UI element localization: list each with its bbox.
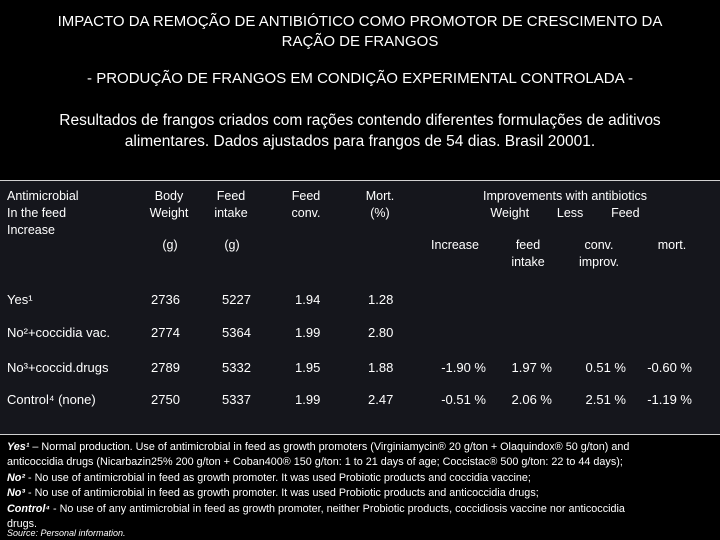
header-conv-improvement: conv. improv.: [578, 238, 620, 269]
row-4-body-weight: 2750: [151, 392, 180, 407]
row-4-label: Control⁴ (none): [7, 392, 96, 407]
row-3-feed-improvement: 1.97 %: [511, 360, 552, 375]
row-3-feed-conv: 1.95: [295, 360, 321, 375]
row-3-mortality-improvement: -0.60 %: [647, 360, 692, 375]
title-line-1: IMPACTO DA REMOÇÃO DE ANTIBIÓTICO COMO PROMOTOR DE CRESCIMENTO DA: [57, 13, 663, 30]
row-1-label: Yes¹: [7, 292, 33, 307]
header-body-weight: Body Weight: [149, 189, 189, 220]
row-4-mortality-improvement: -1.19 %: [647, 392, 692, 407]
row-4-feed-intake: 5337: [222, 392, 251, 407]
header-feed-conv: Feed conv.: [291, 189, 321, 220]
header-antimicrobial: Antimicrobial In the feed Increase: [7, 189, 79, 237]
row-4-weight-increase: -0.51 %: [441, 392, 486, 407]
footnote-4-cont: drugs.: [7, 518, 38, 531]
footnote-3: No³ - No use of antimicrobial in feed as growth promoter. It was used Probiotic products and anticoccidia drugs;: [7, 487, 539, 500]
row-2-body-weight: 2774: [151, 325, 180, 340]
row-3-label: No³+coccid.drugs: [7, 360, 109, 375]
footnote-1-cont: anticoccidia drugs (Nicarbazin25% 200 g/ton + Coban400® 150 g/ton: 1 to 21 days of age; Coccistac® 500 g/ton: 22 to 44 days);: [7, 456, 623, 469]
row-1-mortality: 1.28: [368, 292, 394, 307]
row-3-feed-intake: 5332: [222, 360, 251, 375]
header-feed-intake: Feed intake: [214, 189, 248, 220]
row-3-mortality: 1.88: [368, 360, 394, 375]
footnote-2: No² - No use of antimicrobial in feed as growth promoter. It was used Probiotic products and coccidia vaccine;: [7, 471, 531, 484]
row-3-conv-improvement: 0.51 %: [585, 360, 626, 375]
header-unit-g-weight: (g): [162, 238, 178, 252]
footnote-1: Yes¹ – Normal production. Use of antimicrobial in feed as growth promoters (Virginiamycin® 20 g/ton + Olaquindox® 50 g/ton) and: [7, 441, 630, 453]
page-subtitle: - PRODUÇÃO DE FRANGOS EM CONDIÇÃO EXPERIMENTAL CONTROLADA -: [87, 70, 633, 87]
page-title: [10, 12, 710, 52]
row-1-feed-intake: 5227: [222, 292, 251, 307]
row-1-feed-conv: 1.94: [295, 292, 321, 307]
row-3-weight-increase: -1.90 %: [441, 360, 486, 375]
title-line-2: RAÇÃO DE FRANGOS: [281, 33, 439, 50]
row-4-mortality: 2.47: [368, 392, 394, 407]
header-mortality-improvement: mort.: [657, 238, 687, 252]
row-4-feed-conv: 1.99: [295, 392, 321, 407]
footnotes: [7, 440, 713, 532]
header-unit-g-intake: (g): [224, 238, 240, 252]
header-improvements: Improvements with antibiotics Weight Less Feed: [483, 189, 647, 220]
page-description: [10, 110, 710, 152]
table-bottom-divider: [0, 434, 720, 435]
header-mortality: Mort. (%): [365, 189, 395, 220]
row-4-feed-improvement: 2.06 %: [511, 392, 552, 407]
row-4-conv-improvement: 2.51 %: [585, 392, 626, 407]
description-line-2: alimentares. Dados ajustados para frangos de 54 dias. Brasil 20001.: [124, 133, 596, 150]
footnote-4: Control⁴ - No use of any antimicrobial in feed as growth promoter, neither Probiotic products, coccidiosis vaccine nor anticoccidia: [7, 502, 625, 515]
source-note: Source: Personal information.: [7, 528, 126, 538]
header-feed-intake-improvement: feed intake: [511, 238, 545, 269]
row-2-label: No²+coccidia vac.: [7, 325, 110, 340]
results-table: [0, 181, 720, 434]
row-3-body-weight: 2789: [151, 360, 180, 375]
row-2-feed-conv: 1.99: [295, 325, 321, 340]
header-increase: Increase: [431, 238, 479, 252]
row-2-mortality: 2.80: [368, 325, 394, 340]
description-line-1: Resultados de frangos criados com rações contendo diferentes formulações de aditivos: [59, 112, 661, 129]
row-1-body-weight: 2736: [151, 292, 180, 307]
row-2-feed-intake: 5364: [222, 325, 251, 340]
